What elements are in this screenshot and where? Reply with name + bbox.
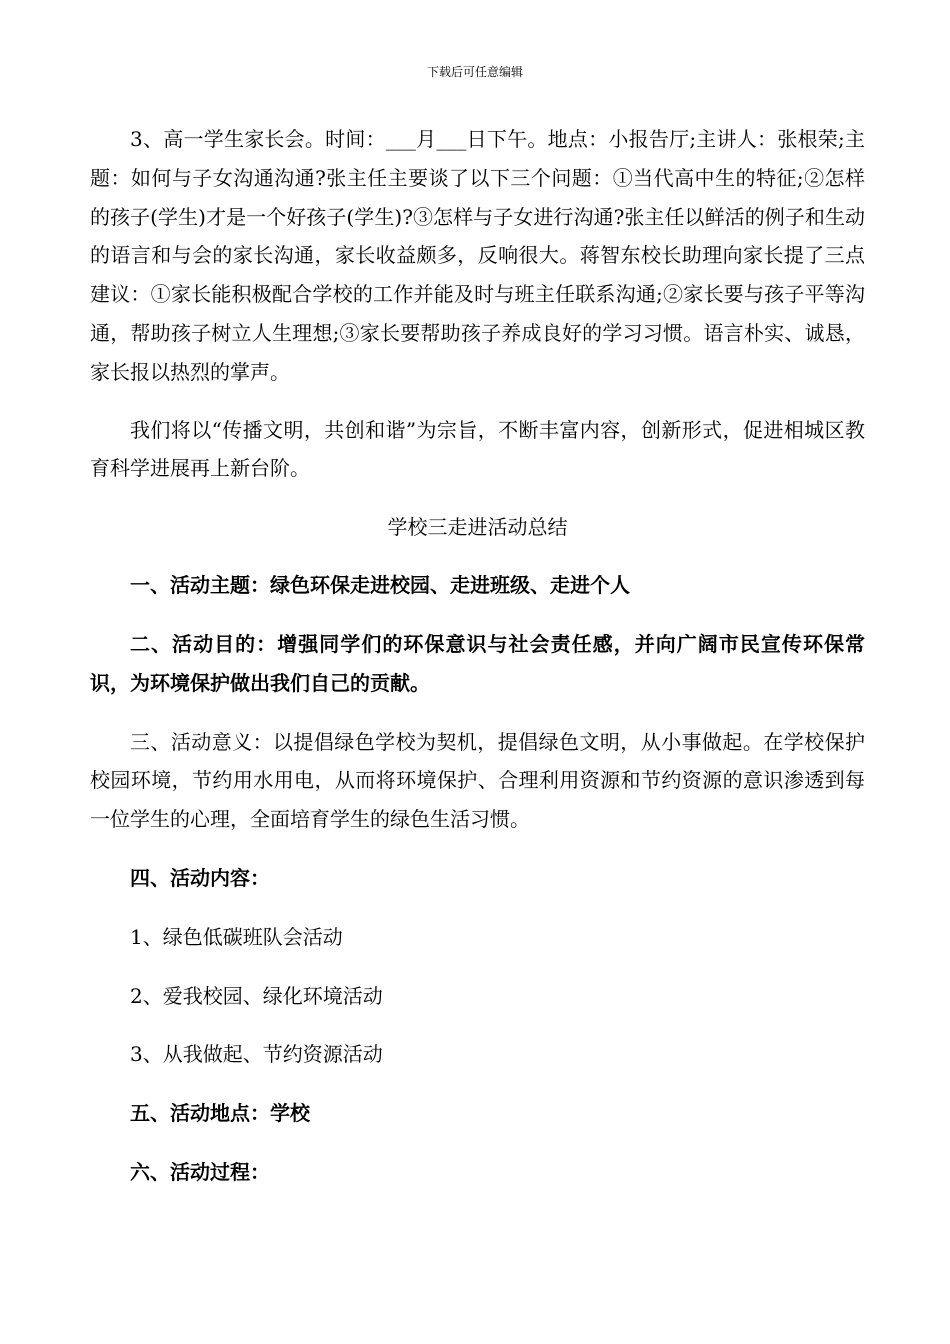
list-item: 2、爱我校园、绿化环境活动 [130,983,383,1008]
activity-theme: 一、活动主题：绿色环保走进校园、走进班级、走进个人 [130,573,630,598]
activity-location: 五、活动地点：学校 [130,1101,310,1126]
activity-process: 六、活动过程： [130,1159,270,1184]
document-body [90,120,865,1192]
list-item: 3、从我做起、节约资源活动 [130,1042,383,1067]
activity-meaning: 三、活动意义：以提倡绿色学校为契机，提倡绿色文明，从小事做起。在学校保护校园环境，节约用水用电，从而将环境保护、合理利用资源和节约资源的意识渗透到每一位学生的心理，全面培育学生的绿色生活习惯。 [90,729,865,832]
activity-purpose: 二、活动目的：增强同学们的环保意识与社会责任感，并向广阔市民宣传环保常识，为环境保护做出我们自己的贡献。 [90,631,865,695]
page-header-note: 下载后可任意编辑 [426,65,523,79]
activity-content-heading: 四、活动内容： [130,865,270,890]
paragraph-parent-meeting: 3、高一学生家长会。时间：___月___日下午。地点：小报告厅;主讲人：张根荣;主题：如何与子女沟通沟通?张主任主要谈了以下三个问题：①当代高中生的特征;②怎样的孩子(学生)才是一个好孩子(学生)?③怎样与子女进行沟通?张主任以鲜活的例子和生动的语言和与会的家长沟通，家长收益颇多，反响很大。蒋智东校长助理向家长提了三点建议：①家长能积极配合学校的工作并能及时与班主任联系沟通;②家长要与孩子平等沟通，帮助孩子树立人生理想;③家长要帮助孩子养成良好的学习习惯。语言朴实、诚恳，家长报以热烈的掌声。 [90,127,865,384]
list-item: 1、绿色低碳班队会活动 [130,924,343,949]
section-title: 学校三走进活动总结 [387,515,568,540]
paragraph-closing: 我们将以“传播文明，共创和谐”为宗旨，不断丰富内容，创新形式，促进相城区教育科学进展再上新台阶。 [90,417,865,481]
